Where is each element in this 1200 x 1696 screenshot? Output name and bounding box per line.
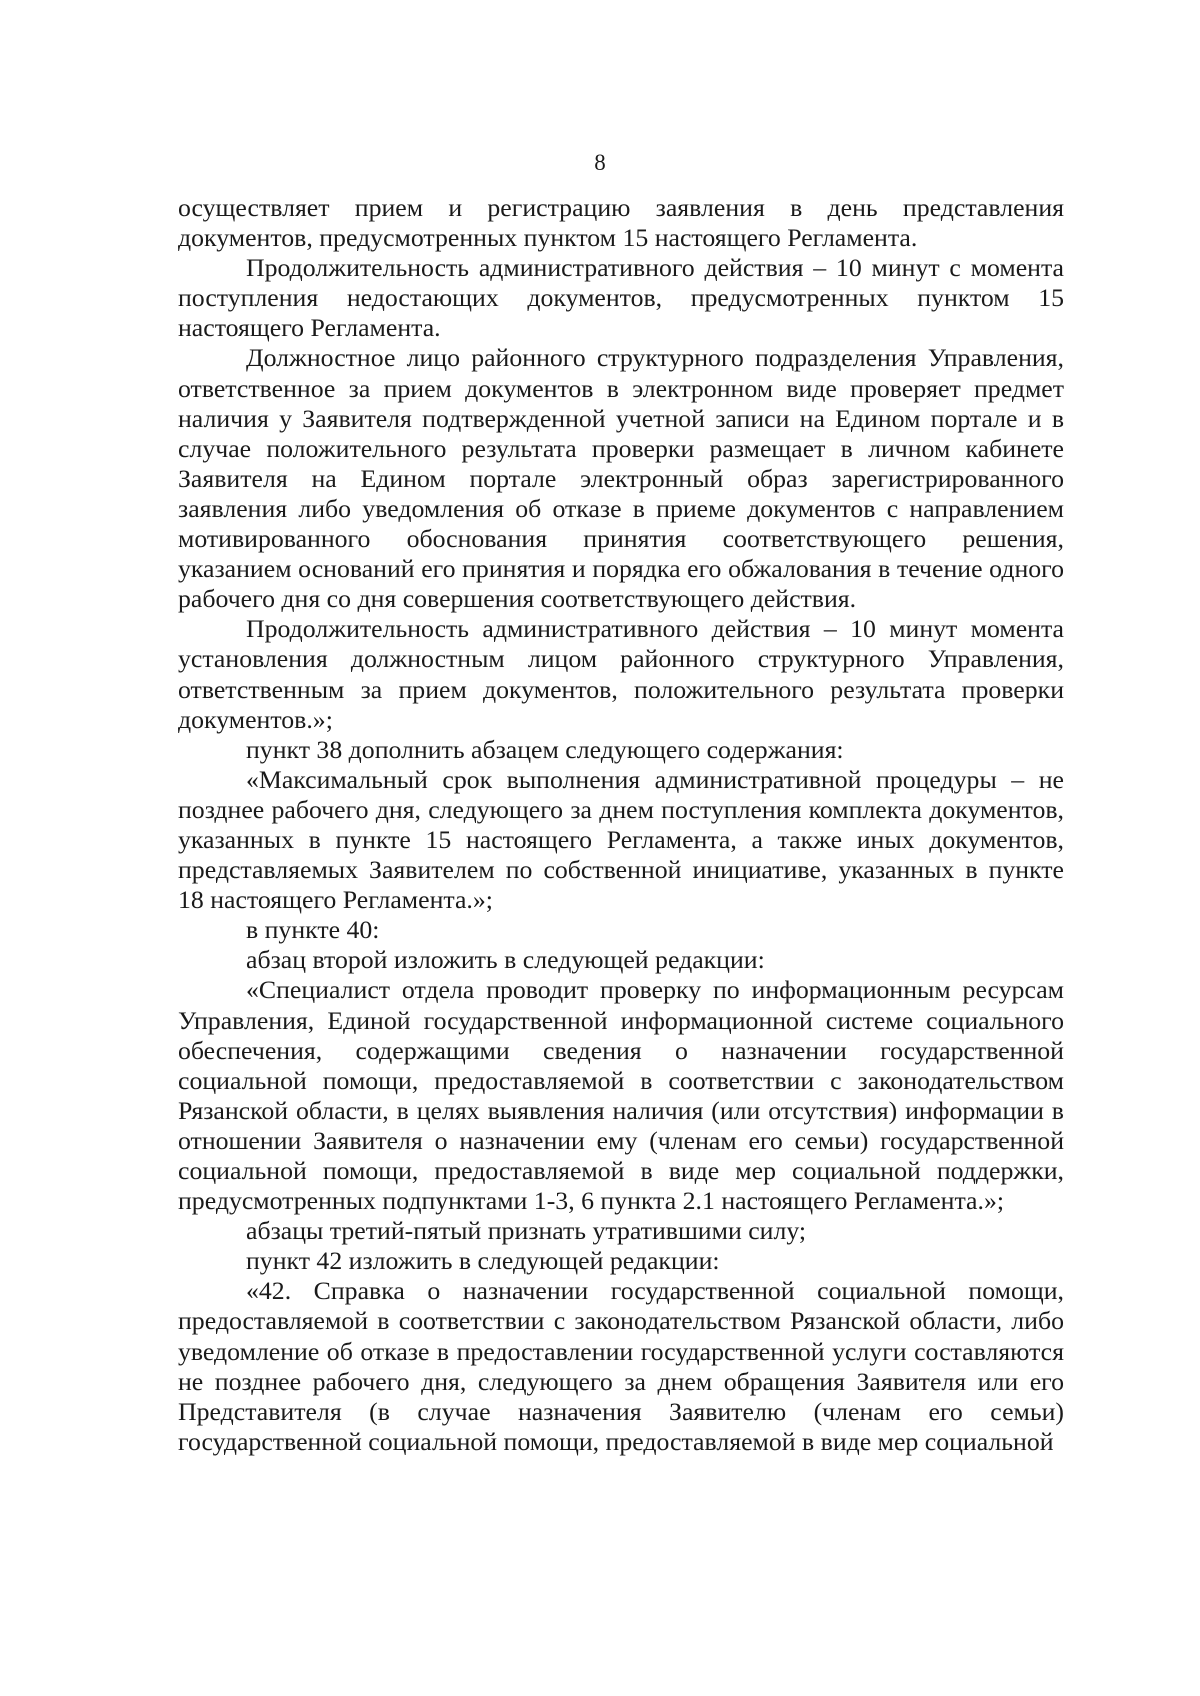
paragraph-certificate-42: «42. Справка о назначении государственной социальной помощи, предоставляемой в соответствии с законодательством Рязанской области, либо уведомление об отказе в предоставлении государственной услуги составляются не позднее рабочего дня, следующего за днем обращения Заявителя или его Представителя (в случае назначения Заявителю (членам его семьи) государственной социальной помощи, предоставляемой в виде мер социальной (178, 1276, 1064, 1456)
paragraph-max-term: «Максимальный срок выполнения административной процедуры – не позднее рабочего дня, следующего за днем поступления комплекта документов, указанных в пункте 15 настоящего Регламента, а также иных документов, представляемых Заявителем по собственной инициативе, указанных в пункте 18 настоящего Регламента.»; (178, 764, 1064, 915)
paragraph-item-38: пункт 38 дополнить абзацем следующего содержания: (246, 734, 844, 764)
paragraph-specialist-check: «Специалист отдела проводит проверку по информационным ресурсам Управления, Единой государственной информационной системе социального обеспечения, содержащими сведения о назначении государственной социальной помощи, предоставляемой в соответствии с законодательством Рязанской области, в целях выявления наличия (или отсутствия) информации в отношении Заявителя о назначении ему (членам его семьи) государственной социальной помощи, предоставляемой в виде мер социальной поддержки, предусмотренных подпунктами 1-3, 6 пункта 2.1 настоящего Регламента.»; (178, 975, 1064, 1216)
paragraph-second-abzac: абзац второй изложить в следующей редакции: (246, 945, 765, 975)
paragraph-duration-2: Продолжительность административного действия – 10 минут момента установления должностным лицом районного структурного Управления, ответственным за прием документов, положительного результата проверки документов.»; (178, 614, 1064, 734)
paragraph-item-40: в пункте 40: (246, 915, 380, 945)
paragraph-official-electronic: Должностное лицо районного структурного подразделения Управления, ответственное за прием документов в электронном виде проверяет предмет наличия у Заявителя подтвержденной учетной записи на Едином портале и в случае положительного результата проверки размещает в личном кабинете Заявителя на Едином портале электронный образ зарегистрированного заявления либо уведомления об отказе в приеме документов с направлением мотивированного обоснования принятия соответствующего решения, указанием оснований его принятия и порядка его обжалования в течение одного рабочего дня со дня совершения соответствующего действия. (178, 343, 1064, 614)
paragraph-duration-1: Продолжительность административного действия – 10 минут с момента поступления недостающих документов, предусмотренных пунктом 15 настоящего Регламента. (178, 253, 1064, 343)
paragraph-abzacs-void: абзацы третий-пятый признать утратившими силу; (246, 1216, 807, 1246)
document-body (178, 193, 1064, 1457)
paragraph-continuation: осуществляет прием и регистрацию заявления в день представления документов, предусмотренных пунктом 15 настоящего Регламента. (178, 193, 1064, 253)
page-number: 8 (594, 150, 606, 175)
paragraph-item-42: пункт 42 изложить в следующей редакции: (246, 1246, 720, 1276)
